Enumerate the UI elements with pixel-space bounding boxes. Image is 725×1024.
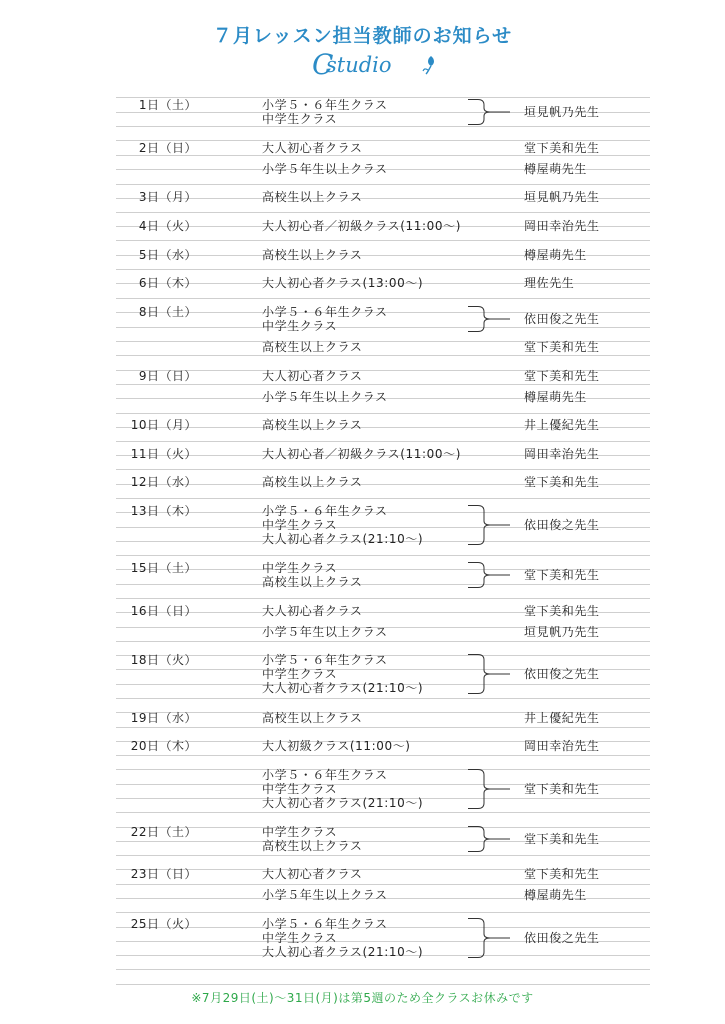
- lesson-date: 5日（水）: [138, 248, 197, 262]
- teacher-name: 垣見帆乃先生: [524, 190, 600, 204]
- teacher-name: 井上優紀先生: [524, 418, 600, 432]
- teacher-name: 理佐先生: [524, 276, 575, 290]
- teacher-name: 堂下美和先生: [524, 832, 600, 846]
- closure-notice: ※7月29日(土)～31日(月)は第5週のため全クラスお休みです: [191, 991, 534, 1005]
- lesson-date: 23日（日）: [130, 867, 197, 881]
- page-title: ７月レッスン担当教師のお知らせ: [212, 25, 513, 47]
- ruled-line: [116, 413, 650, 414]
- teacher-name: 依田俊之先生: [524, 312, 600, 326]
- class-name: 大人初心者クラス(13:00～): [262, 276, 424, 290]
- ruled-line: [116, 212, 650, 213]
- teacher-name: 岡田幸治先生: [524, 219, 600, 233]
- lesson-date: 10日（月）: [130, 418, 197, 432]
- class-name: 高校生以上クラス: [262, 575, 363, 589]
- group-brace: [468, 562, 512, 588]
- class-name: 小学５・６年生クラス: [262, 768, 388, 782]
- class-name: 小学５・６年生クラス: [262, 305, 388, 319]
- group-brace: [468, 769, 512, 809]
- ruled-line: [116, 984, 650, 985]
- class-name: 中学生クラス: [262, 518, 338, 532]
- teacher-name: 井上優紀先生: [524, 711, 600, 725]
- lesson-date: 6日（木）: [138, 276, 197, 290]
- lesson-date: 1日（土）: [138, 98, 197, 112]
- teacher-name: 堂下美和先生: [524, 141, 600, 155]
- teacher-name: 垣見帆乃先生: [524, 105, 600, 119]
- lesson-date: 18日（火）: [130, 653, 197, 667]
- lesson-date: 3日（月）: [138, 190, 197, 204]
- class-name: 小学５・６年生クラス: [262, 504, 388, 518]
- teacher-name: 堂下美和先生: [524, 782, 600, 796]
- class-name: 大人初心者クラス(21:10～): [262, 532, 424, 546]
- lesson-date: 25日（火）: [130, 917, 197, 931]
- ruled-line: [116, 240, 650, 241]
- lesson-date: 12日（水）: [130, 475, 197, 489]
- teacher-name: 岡田幸治先生: [524, 447, 600, 461]
- ruled-line: [116, 441, 650, 442]
- ruled-line: [116, 727, 650, 728]
- teacher-name: 樽屋萌先生: [524, 390, 588, 404]
- ruled-line: [116, 126, 650, 127]
- class-name: 小学５年生以上クラス: [262, 625, 388, 639]
- class-name: 大人初心者／初級クラス(11:00～): [262, 447, 461, 461]
- class-name: 中学生クラス: [262, 931, 338, 945]
- class-name: 中学生クラス: [262, 112, 338, 126]
- teacher-name: 堂下美和先生: [524, 475, 600, 489]
- teacher-name: 依田俊之先生: [524, 518, 600, 532]
- ruled-line: [116, 855, 650, 856]
- ruled-line: [116, 584, 650, 585]
- group-brace: [468, 99, 512, 125]
- ruled-line: [116, 298, 650, 299]
- ruled-line: [116, 884, 650, 885]
- class-name: 大人初心者クラス: [262, 604, 363, 618]
- class-name: 高校生以上クラス: [262, 839, 363, 853]
- teacher-name: 樽屋萌先生: [524, 888, 588, 902]
- teacher-name: 樽屋萌先生: [524, 248, 588, 262]
- lesson-date: 15日（土）: [130, 561, 197, 575]
- teacher-name: 依田俊之先生: [524, 667, 600, 681]
- class-name: 小学５・６年生クラス: [262, 653, 388, 667]
- lesson-date: 22日（土）: [130, 825, 197, 839]
- ruled-line: [116, 498, 650, 499]
- lesson-date: 11日（火）: [130, 447, 197, 461]
- ruled-line: [116, 355, 650, 356]
- lesson-date: 4日（火）: [138, 219, 197, 233]
- teacher-name: 堂下美和先生: [524, 568, 600, 582]
- ruled-line: [116, 598, 650, 599]
- class-name: 中学生クラス: [262, 319, 338, 333]
- group-brace: [468, 654, 512, 694]
- ruled-line: [116, 555, 650, 556]
- lesson-date: 20日（木）: [130, 739, 197, 753]
- ruled-line: [116, 912, 650, 913]
- class-name: 小学５年生以上クラス: [262, 162, 388, 176]
- ruled-line: [116, 327, 650, 328]
- logo-initial: C: [312, 48, 334, 81]
- class-name: 高校生以上クラス: [262, 248, 363, 262]
- class-name: 高校生以上クラス: [262, 190, 363, 204]
- class-name: 中学生クラス: [262, 825, 338, 839]
- class-name: 小学５・６年生クラス: [262, 98, 388, 112]
- ruled-line: [116, 969, 650, 970]
- group-brace: [468, 306, 512, 332]
- ruled-line: [116, 755, 650, 756]
- teacher-name: 樽屋萌先生: [524, 162, 588, 176]
- class-name: 大人初心者クラス(21:10～): [262, 945, 424, 959]
- lesson-date: 16日（日）: [130, 604, 197, 618]
- teacher-name: 依田俊之先生: [524, 931, 600, 945]
- ruled-line: [116, 269, 650, 270]
- class-name: 大人初心者クラス: [262, 141, 363, 155]
- class-name: 中学生クラス: [262, 782, 338, 796]
- class-name: 大人初心者クラス(21:10～): [262, 681, 424, 695]
- ruled-line: [116, 812, 650, 813]
- lesson-date: 19日（水）: [130, 711, 197, 725]
- class-name: 大人初心者／初級クラス(11:00～): [262, 219, 461, 233]
- class-name: 小学５年生以上クラス: [262, 390, 388, 404]
- group-brace: [468, 505, 512, 545]
- ruled-line: [116, 698, 650, 699]
- class-name: 大人初心者クラス: [262, 369, 363, 383]
- lesson-date: 13日（木）: [130, 504, 197, 518]
- class-name: 小学５・６年生クラス: [262, 917, 388, 931]
- teacher-name: 堂下美和先生: [524, 340, 600, 354]
- teacher-name: 岡田幸治先生: [524, 739, 600, 753]
- class-name: 高校生以上クラス: [262, 475, 363, 489]
- ruled-line: [116, 469, 650, 470]
- lesson-date: 8日（土）: [138, 305, 197, 319]
- group-brace: [468, 918, 512, 958]
- class-name: 高校生以上クラス: [262, 418, 363, 432]
- teacher-name: 堂下美和先生: [524, 369, 600, 383]
- class-name: 大人初級クラス(11:00～): [262, 739, 411, 753]
- teacher-name: 堂下美和先生: [524, 604, 600, 618]
- class-name: 大人初心者クラス: [262, 867, 363, 881]
- class-name: 中学生クラス: [262, 561, 338, 575]
- class-name: 高校生以上クラス: [262, 340, 363, 354]
- teacher-name: 垣見帆乃先生: [524, 625, 600, 639]
- class-name: 中学生クラス: [262, 667, 338, 681]
- logo-text: studio: [326, 53, 392, 77]
- ruled-line: [116, 384, 650, 385]
- ruled-line: [116, 641, 650, 642]
- group-brace: [468, 826, 512, 852]
- class-name: 小学５年生以上クラス: [262, 888, 388, 902]
- lesson-date: 2日（日）: [138, 141, 197, 155]
- class-name: 高校生以上クラス: [262, 711, 363, 725]
- lesson-date: 9日（日）: [138, 369, 197, 383]
- ruled-line: [116, 155, 650, 156]
- teacher-name: 堂下美和先生: [524, 867, 600, 881]
- ruled-line: [116, 184, 650, 185]
- class-name: 大人初心者クラス(21:10～): [262, 796, 424, 810]
